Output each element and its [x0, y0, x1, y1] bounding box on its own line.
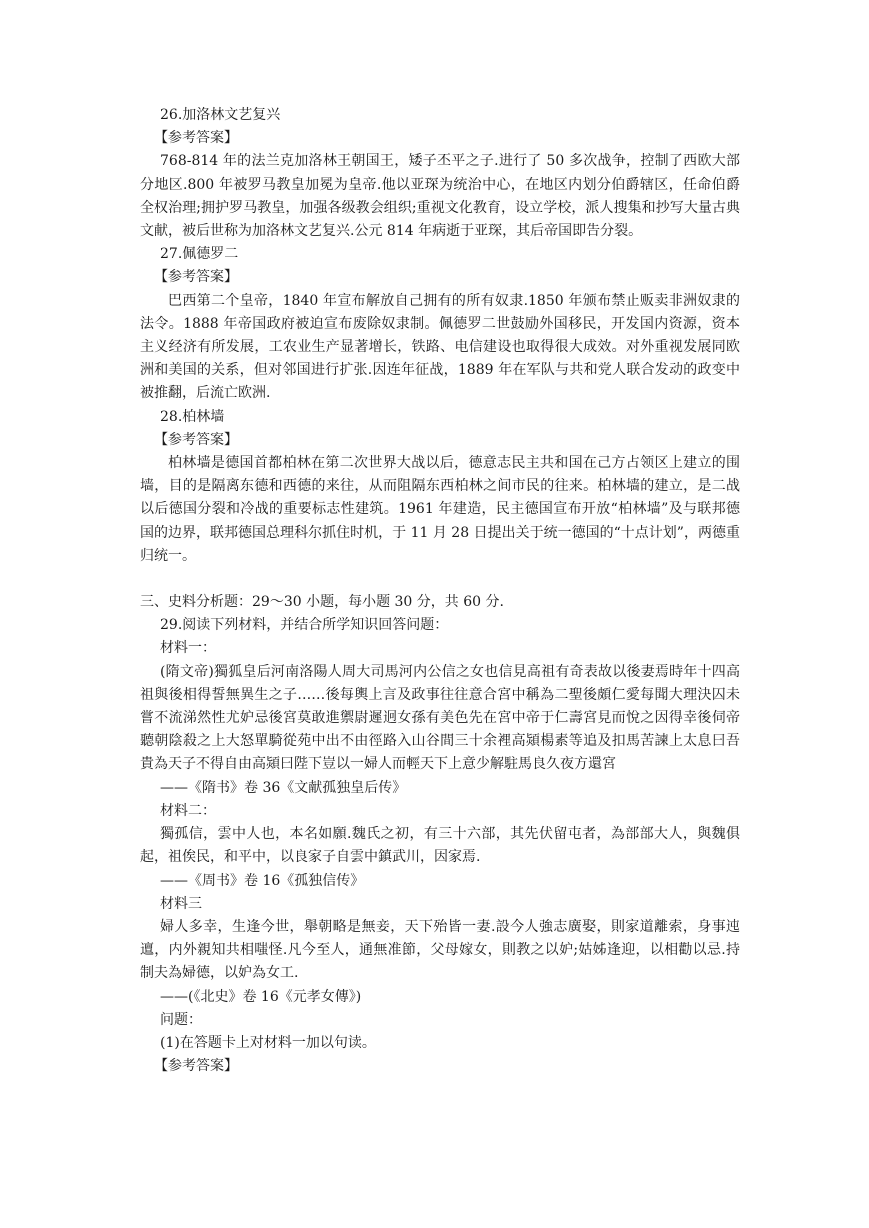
q27-answer-body: 巴西第二个皇帝，1840 年宣布解放自己拥有的所有奴隶.1850 年颁布禁止贩卖非洲奴隶的法令。1888 年帝国政府被迫宣布废除奴隶制。佩德罗二世鼓励外国移民，开发国内资源，资本主义经济有所发展，工农业生产显著增长，铁路、电信建设也取得很大成效。对外重视发展同欧洲和美国的关系，但对邻国进行扩张.因连年征战，1889 年在军队与共和党人联合发动的政变中被推翻，后流亡欧洲.: [140, 292, 740, 402]
q26-title: 26.加洛林文艺复兴: [160, 107, 281, 123]
material-2-source: ——《周书》卷 16《孤独信传》: [160, 872, 365, 889]
material-1-body: (隋文帝)獨狐皇后河南洛陽人周大司馬河内公信之女也信見高祖有奇表故以後妻焉時年十四高祖與後相得誓無異生之子……後每輿上言及政事往往意合宮中稱為二聖後頗仁愛每聞大理決囚未嘗不流涕然性尤妒忌後宮莫敢進禦尉遲迥女孫有美色先在宮中帝于仁壽宮見而悅之因得幸後伺帝聽朝陰殺之上大怒單騎從苑中出不由徑路入山谷間三十余裡高熲楊素等追及扣馬苦諫上太息曰吾貴為天子不得自由高熲曰陛下豈以一婦人而輕天下上意少解駐馬良久夜方還宮: [140, 663, 740, 773]
q29-prompt: 29.阅读下列材料，并结合所学知识回答问题：: [160, 617, 449, 634]
question-1: (1)在答题卡上对材料一加以句读。: [160, 1034, 376, 1051]
material-3-source: ——(《北史》卷 16《元孝女傳》): [160, 988, 362, 1005]
material-2-label: 材料二：: [160, 802, 216, 819]
document-content: [140, 104, 740, 1078]
q28-answer-label: 【参考答案】: [154, 431, 238, 448]
material-3-body: 婦人多幸，生逢今世，舉朝略是無妾，天下殆皆一妻.設今人強志廣娶，則家道離索，身事迍邅，内外親知共相嗤怪.凡今至人，通無准節，父母嫁女，則教之以妒;姑姊逢迎，以相勸以忌.持制夫為婦德，以妒為女工.: [140, 918, 740, 982]
section3-heading: 三、史料分析题：29～30 小题，每小题 30 分，共 60 分.: [140, 594, 504, 611]
question-label: 问题：: [160, 1011, 202, 1028]
q27-answer-label: 【参考答案】: [154, 269, 238, 286]
material-3-label: 材料三: [160, 895, 202, 912]
q26-answer-body: 768-814 年的法兰克加洛林王朝国王，矮子丕平之子.进行了 50 多次战争，控制了西欧大部分地区.800 年被罗马教皇加冕为皇帝.他以亚琛为统治中心，在地区内划分伯爵辖区，任命伯爵全权治理;拥护罗马教皇，加强各级教会组织;重视文化教育，设立学校，派人搜集和抄写大量古典文献，被后世称为加洛林文艺复兴.公元 814 年病逝于亚琛，其后帝国即告分裂。: [140, 153, 740, 240]
q29-answer-label: 【参考答案】: [154, 1058, 238, 1075]
q26-answer-label: 【参考答案】: [154, 130, 238, 147]
section-spacer: [140, 568, 740, 591]
q28-answer-body: 柏林墙是德国首都柏林在第二次世界大战以后，德意志民主共和国在己方占领区上建立的围墙，目的是隔离东德和西德的来往，从而阻隔东西柏林之间市民的往来。柏林墙的建立，是二战以后德国分裂和冷战的重要标志性建筑。1961 年建造，民主德国宣布开放“柏林墙”及与联邦德国的边界，联邦德国总理科尔抓住时机，于 11 月 28 日提出关于统一德国的“十点计划”，两德重归统一。: [140, 455, 740, 564]
material-1-label: 材料一：: [160, 640, 216, 657]
material-2-body: 獨孤信，雲中人也，本名如願.魏氏之初，有三十六部，其先伏留屯者，為部部大人，與魏俱起，祖俟民，和平中，以良家子自雲中鎮武川，因家焉.: [140, 826, 740, 866]
q28-title: 28.柏林墙: [160, 408, 225, 425]
q27-title: 27.佩德罗二: [160, 246, 239, 263]
material-1-source: ——《隋书》卷 36《文献孤独皇后传》: [160, 779, 407, 796]
